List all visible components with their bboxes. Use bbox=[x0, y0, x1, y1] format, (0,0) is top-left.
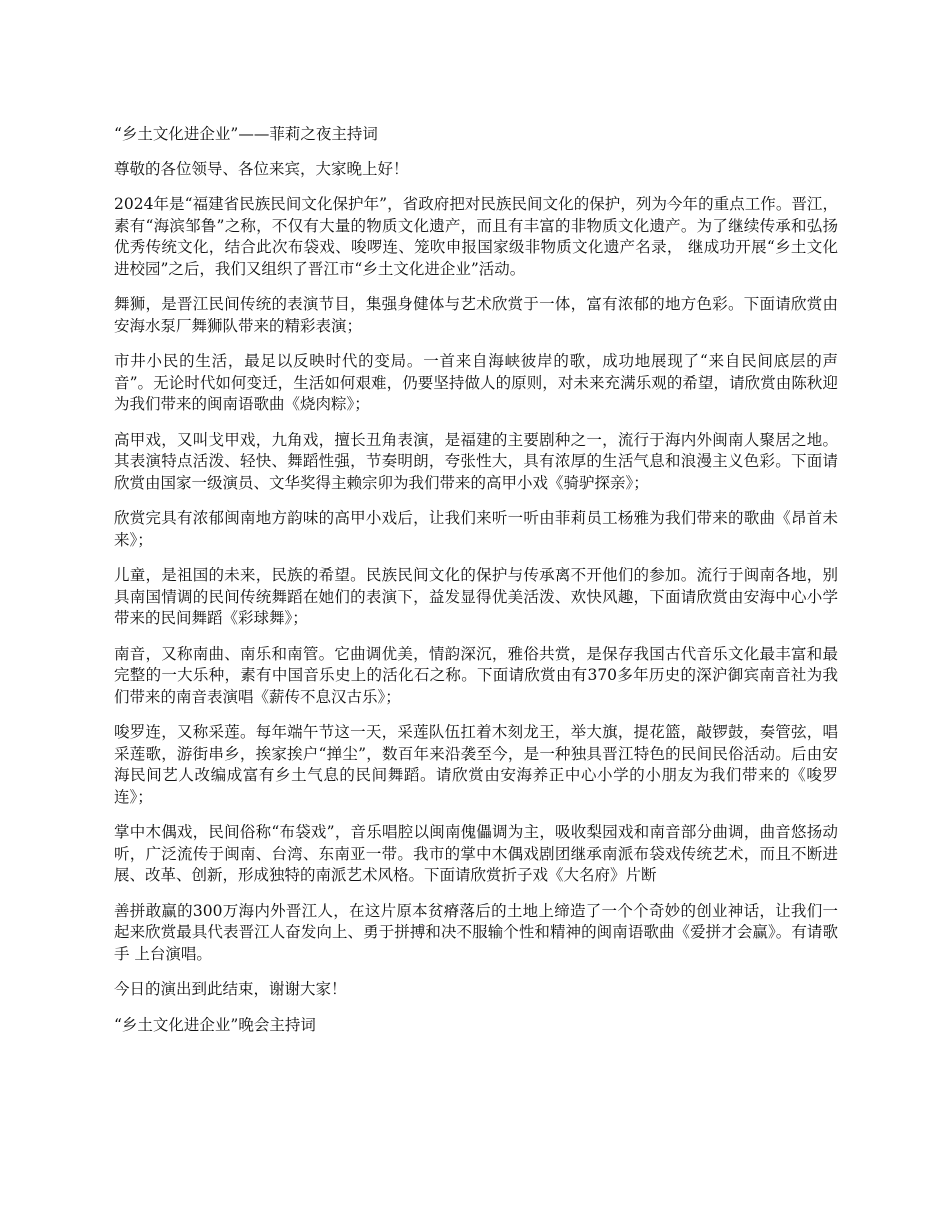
suoluolian-paragraph: 唆罗连，又称采莲。每年端午节这一天，采莲队伍扛着木刻龙王，举大旗，提花篮，敲锣鼓，奏管弦，唱采莲歌，游街串乡，挨家挨户“掸尘”，数百年来沿袭至今，是一种独具晋江特色的民间民俗活动。后由安海民间艺人改编成富有乡土气息的民间舞蹈。请欣赏由安海养正中心小学的小朋友为我们带来的《唆罗连》； bbox=[114, 723, 838, 806]
aipin-song-paragraph: 善拼敢赢的300万海内外晋江人，在这片原本贫瘠落后的土地上缔造了一个个奇妙的创业神话，让我们一起来欣赏最具代表晋江人奋发向上、勇于拼搏和决不服输个性和精神的闽南语歌曲《爱拼才会赢》。有请歌手 上台演唱。 bbox=[114, 901, 838, 963]
greeting-paragraph: 尊敬的各位领导、各位来宾，大家晚上好！ bbox=[114, 159, 409, 178]
song-paragraph: 市井小民的生活，最足以反映时代的变局。一首来自海峡彼岸的歌，成功地展现了“来自民间底层的声音”。无论时代如何变迁，生活如何艰难，仍要坚持做人的原则，对未来充满乐观的希望，请欣赏由陈秋迎为我们带来的闽南语歌曲《烧肉粽》； bbox=[114, 352, 838, 413]
employee-song-paragraph: 欣赏完具有浓郁闽南地方韵味的高甲小戏后，让我们来听一听由菲莉员工杨雅为我们带来的歌曲《昂首未来》； bbox=[114, 509, 838, 549]
gaojia-opera-paragraph: 高甲戏，又叫戈甲戏，九角戏，擅长丑角表演，是福建的主要剧种之一，流行于海内外闽南人聚居之地。其表演特点活泼、轻快、舞蹈性强，节奏明朗，夸张性大，具有浓厚的生活气息和浪漫主义色彩。下面请欣赏由国家一级演员、文华奖得主赖宗卯为我们带来的高甲小戏《骑驴探亲》； bbox=[114, 430, 838, 492]
intro-paragraph: 2024年是“福建省民族民间文化保护年”，省政府把对民族民间文化的保护，列为今年的重点工作。晋江，素有“海滨邹鲁”之称，不仅有大量的物质文化遗产，而且有丰富的非物质文化遗产。为了继续传承和弘扬优秀传统文化，结合此次布袋戏、唆啰连、笼吹申报国家级非物质文化遗产名录， 继成功开展“乡土文化进校园”之后，我们又组织了晋江市“乡土文化进企业”活动。 bbox=[114, 195, 838, 278]
closing-paragraph: 今日的演出到此结束，谢谢大家！ bbox=[114, 980, 347, 998]
document-page bbox=[114, 124, 838, 1050]
footer-title: “乡土文化进企业”晚会主持词 bbox=[114, 1015, 316, 1034]
children-dance-paragraph: 儿童，是祖国的未来，民族的希望。民族民间文化的保护与传承离不开他们的参加。流行于闽南各地，别具南国情调的民间传统舞蹈在她们的表演下，益发显得优美活泼、欢快风趣，下面请欣赏由安海中心小学带来的民间舞蹈《彩球舞》； bbox=[114, 566, 838, 627]
puppet-show-paragraph: 掌中木偶戏，民间俗称“布袋戏”，音乐唱腔以闽南傀儡调为主，吸收梨园戏和南音部分曲调，曲音悠扬动听，广泛流传于闽南、台湾、东南亚一带。我市的掌中木偶戏剧团继承南派布袋戏传统艺术，而且不断进展、改革、创新，形成独特的南派艺术风格。下面请欣赏折子戏《大名府》片断 bbox=[114, 823, 838, 884]
document-title: “乡土文化进企业”——菲莉之夜主持词 bbox=[114, 125, 378, 143]
lion-dance-paragraph: 舞狮，是晋江民间传统的表演节目，集强身健体与艺术欣赏于一体，富有浓郁的地方色彩。下面请欣赏由安海水泵厂舞狮队带来的精彩表演； bbox=[114, 295, 838, 335]
nanyin-paragraph: 南音，又称南曲、南乐和南管。它曲调优美，情韵深沉，雅俗共赏，是保存我国古代音乐文化最丰富和最完整的一大乐种，素有中国音乐史上的活化石之称。下面请欣赏由有370多年历史的深沪御宾南音社为我们带来的南音表演唱《薪传不息汉古乐》； bbox=[114, 644, 838, 706]
